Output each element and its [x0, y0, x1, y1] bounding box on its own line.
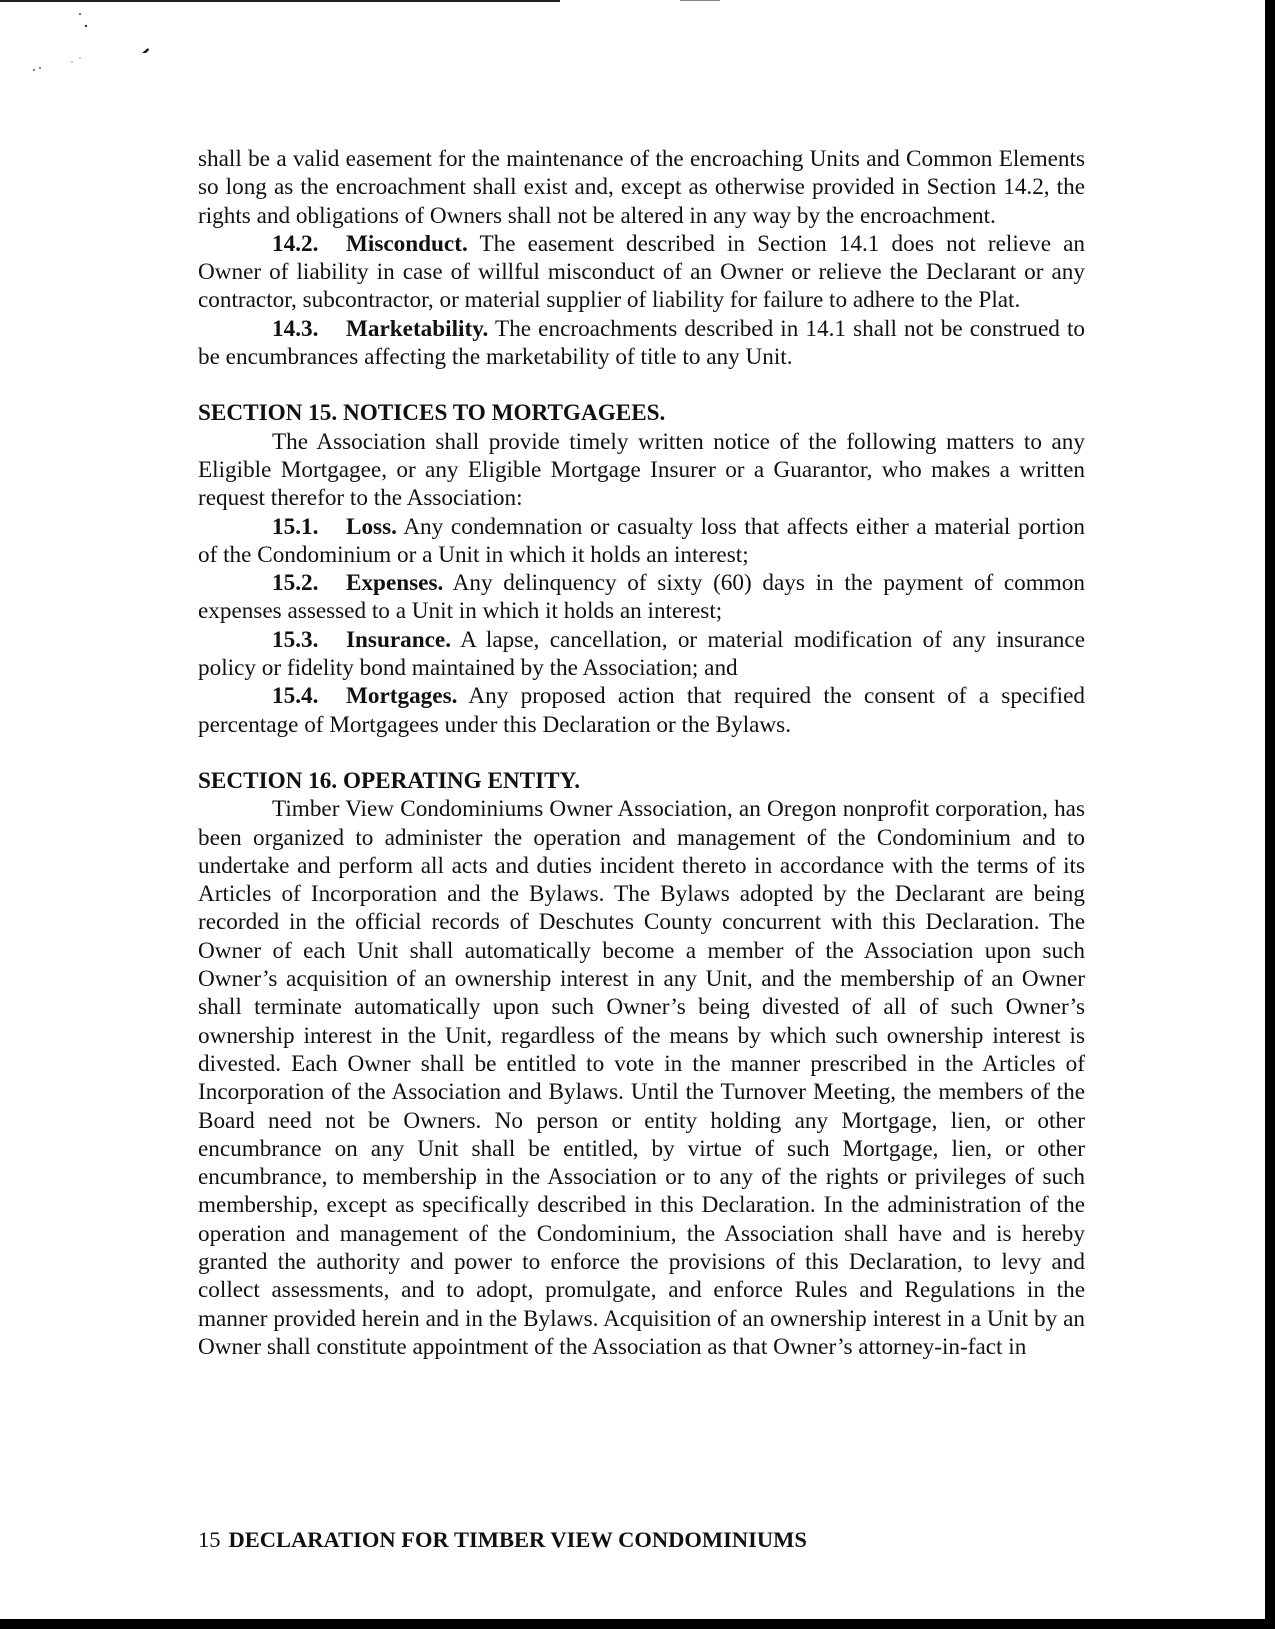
section-label: Insurance. [346, 626, 452, 653]
document-body [198, 145, 1085, 1361]
section-number: 15.2. [272, 570, 319, 597]
section-16-heading: SECTION 16. OPERATING ENTITY. [198, 767, 581, 794]
section-text: Any condemnation or casualty loss that affects either a material portion of the Condominium or a Unit in which it holds an interest; [198, 513, 1085, 568]
section-label: Expenses. [346, 570, 444, 597]
section-label: Mortgages. [346, 683, 458, 710]
section-14-3 [198, 315, 1085, 372]
section-15-3 [198, 626, 1085, 683]
section-text: A lapse, cancellation, or material modification of any insurance policy or fidelity bond maintained by the Association; and [198, 626, 1085, 682]
section-number: 15.4. [272, 683, 319, 710]
section-label: Marketability. [346, 315, 489, 342]
scan-specks [30, 10, 170, 80]
section-15-heading: SECTION 15. NOTICES TO MORTGAGEES. [198, 400, 666, 427]
scan-top-mark [680, 0, 720, 1]
section-text: The easement described in Section 14.1 does not relieve an Owner of liability in case of willful misconduct of an Owner or relieve the Declarant or any contractor, subcontractor, or material supplier of liability for failure to adhere to the Plat. [198, 230, 1085, 314]
section-text: Any delinquency of sixty (60) days in the payment of common expenses assessed to a Unit in which it holds an interest; [198, 570, 1085, 625]
section-number: 14.2. [272, 230, 319, 257]
section-15-1 [198, 513, 1085, 570]
section-number: 14.3. [272, 315, 319, 342]
page-number: 15 [198, 1527, 221, 1552]
section-label: Misconduct. [346, 230, 468, 257]
section-number: 15.1. [272, 513, 319, 540]
section-number: 15.3. [272, 626, 319, 653]
scan-top-rule [0, 0, 560, 2]
section-text: Any proposed action that required the consent of a specified percentage of Mortgagees under this Declaration or the Bylaws. [198, 683, 1085, 738]
section-text: The encroachments described in 14.1 shall not be construed to be encumbrances affecting the marketability of title to any Unit. [198, 315, 1085, 371]
section-14-2 [198, 230, 1085, 315]
section-16-body: Timber View Condominiums Owner Association, an Oregon nonprofit corporation, has been organized to administer the operation and management of the Condominium and to undertake and perform all acts and duties incident thereto in accordance with the terms of its Articles of Incorporation and the Bylaws. The Bylaws adopted by the Declarant are being recorded in the official records of Deschutes County concurrent with this Declaration. The Owner of each Unit shall automatically become a member of the Association upon such Owner’s acquisition of an ownership interest in any Unit, and the membership of an Owner shall terminate automatically upon such Owner’s being divested of all of such Owner’s ownership interest in the Unit, regardless of the means by which such ownership interest is divested. Each Owner shall be entitled to vote in the manner prescribed in the Articles of Incorporation of the Association and Bylaws. Until the Turnover Meeting, the members of the Board need not be Owners. No person or entity holding any Mortgage, lien, or other encumbrance on any Unit shall be entitled, by virtue of such Mortgage, lien, or other encumbrance, to membership in the Association or to any of the rights or privileges of such membership, except as specifically described in this Declaration. In the administration of the operation and management of the Condominium, the Association shall have and is hereby granted the authority and power to enforce the provisions of this Declaration, to levy and collect assessments, and to adopt, promulgate, and enforce Rules and Regulations in the manner provided herein and in the Bylaws. Acquisition of an ownership interest in a Unit by an Owner shall constitute appointment of the Association as that Owner’s attorney-in-fact in [198, 796, 1085, 1360]
para-14-1-continuation: shall be a valid easement for the maintenance of the encroaching Units and Common Elements so long as the encroachment shall exist and, except as otherwise provided in Section 14.2, the rights and obligations of Owners shall not be altered in any way by the encroachment. [198, 146, 1085, 229]
section-label: Loss. [346, 513, 397, 540]
section-15-intro: The Association shall provide timely written notice of the following matters to any Eligible Mortgagee, or any Eligible Mortgage Insurer or a Guarantor, who makes a written request therefor to the Association: [198, 428, 1085, 512]
section-15-2 [198, 569, 1085, 626]
page-footer [198, 1527, 807, 1553]
section-15-4 [198, 682, 1085, 739]
document-title: DECLARATION FOR TIMBER VIEW CONDOMINIUMS [228, 1527, 807, 1552]
